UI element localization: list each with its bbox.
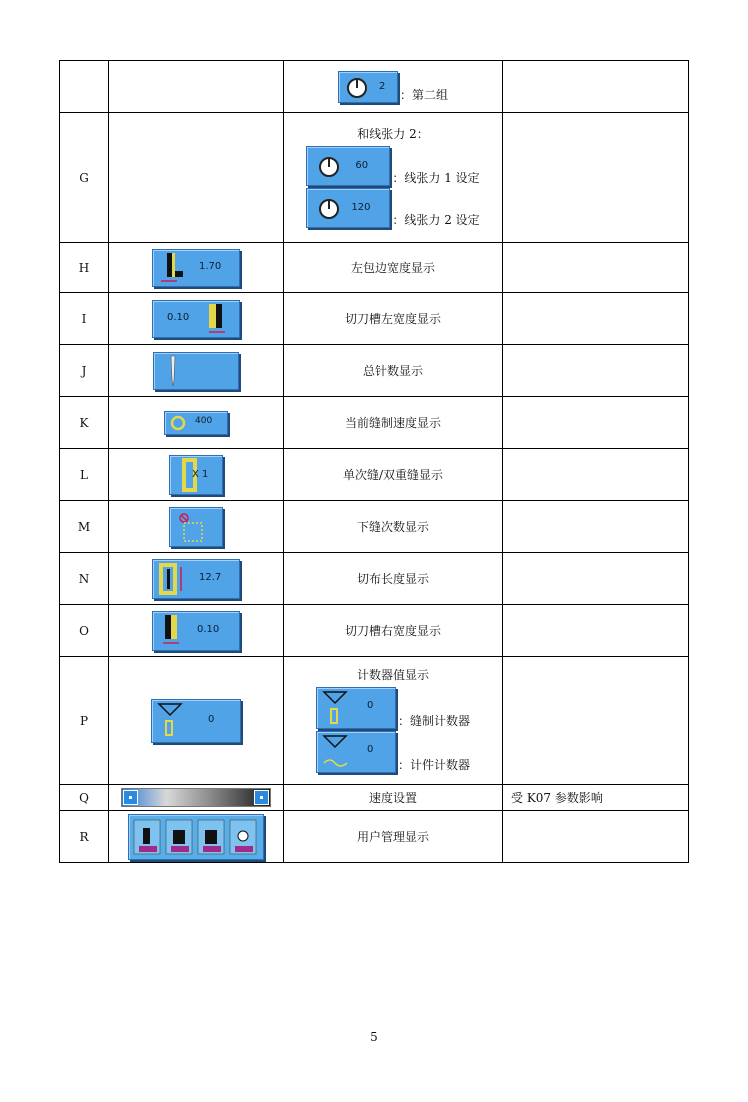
current-speed-button[interactable] [164,411,228,435]
icon-cell [109,449,284,501]
dial-icon [319,157,339,177]
left-edge-width-button[interactable] [152,249,240,287]
table-row [60,501,689,553]
note-cell [503,345,689,397]
icon-cell [109,553,284,605]
desc-text: ：第二组 [399,87,449,102]
table-row [60,345,689,397]
desc-text: 切刀槽右宽度显示 [284,605,503,657]
table-row [60,657,689,785]
table-row [60,605,689,657]
table-row [60,449,689,501]
button-value: 60 [355,160,369,171]
table-row [60,811,689,863]
note-cell [503,113,689,243]
speed-decrease-button[interactable] [123,790,138,805]
tension-group-button[interactable] [338,71,398,103]
user-tools-icon [131,816,261,858]
button-value: 400 [195,415,213,426]
tension1-button[interactable] [306,146,390,186]
knife-slot-icon [203,302,233,336]
single-double-stitch-button[interactable] [169,455,223,495]
button-value: 2 [378,80,386,92]
desc-cell [284,61,503,113]
icon-cell [109,397,284,449]
counter-icon [321,689,351,727]
dial-icon [319,199,339,219]
row-code: M [60,501,109,553]
table-row [60,293,689,345]
note-cell [503,449,689,501]
desc-text: 总针数显示 [284,345,503,397]
row-code [60,61,109,113]
button-value: 0 [366,700,374,711]
knife-left-width-button[interactable] [152,300,240,338]
row-code: R [60,811,109,863]
desc-text: 单次缝/双重缝显示 [284,449,503,501]
desc-title: 和线张力 2： [357,127,429,141]
table-row [60,61,689,113]
sewing-counter-button[interactable] [316,687,396,729]
edge-width-icon [157,251,187,285]
icon-cell [109,113,284,243]
button-value: X 1 [192,468,209,480]
note-cell [503,243,689,293]
row-code: G [60,113,109,243]
desc-cell: 计数器值显示 0 ：缝制计数器 0 ：计件计数器 [284,657,503,785]
icon-cell [109,785,284,811]
row-code: H [60,243,109,293]
table-row [60,397,689,449]
speed-slider[interactable] [121,788,271,807]
note-cell [503,293,689,345]
icon-cell [109,61,284,113]
counter-icon [156,701,186,741]
desc-text: 线张力 2 设定 [404,213,480,227]
table-row [60,785,689,811]
piece-counter-button[interactable] [316,731,396,773]
button-value: 0.10 [197,623,220,635]
desc-cell: 和线张力 2： 60 ：线张力 1 设定 120 ：线张力 2 设定 [284,113,503,243]
button-value: 12.7 [199,571,222,583]
knife-right-width-button[interactable] [152,611,240,651]
rotate-icon [168,413,188,433]
cut-length-icon [157,561,187,597]
desc-text: 切布长度显示 [284,553,503,605]
row-code: J [60,345,109,397]
speed-increase-button[interactable] [254,790,269,805]
icon-cell [109,243,284,293]
button-value: 120 [351,202,371,213]
desc-text: 缝制计数器 [410,714,471,728]
note-cell [503,61,689,113]
user-management-panel[interactable] [128,814,264,860]
dial-icon [347,78,367,98]
note-cell [503,657,689,785]
needle-icon [166,354,180,388]
row-code: P [60,657,109,785]
button-value: 0.10 [167,311,190,323]
desc-title: 计数器值显示 [356,668,429,682]
page-number: 5 [370,1030,378,1044]
knife-slot-icon [157,613,187,649]
icon-cell [109,605,284,657]
icon-cell [109,811,284,863]
piece-counter-icon [321,733,351,771]
icon-cell [109,293,284,345]
desc-text: 左包边宽度显示 [284,243,503,293]
desc-text: 计件计数器 [410,758,471,772]
note-cell [503,605,689,657]
total-stitch-button[interactable] [153,352,239,390]
icon-cell [109,501,284,553]
note-cell [503,397,689,449]
row-code: O [60,605,109,657]
table-row [60,113,689,243]
counter-button[interactable] [151,699,241,743]
row-code: K [60,397,109,449]
note-cell [503,553,689,605]
row-code: L [60,449,109,501]
row-code: I [60,293,109,345]
lower-stitch-count-button[interactable] [169,507,223,547]
icon-cell [109,345,284,397]
desc-text: 当前缝制速度显示 [284,397,503,449]
desc-text: 下缝次数显示 [284,501,503,553]
desc-text: 速度设置 [284,785,503,811]
row-code: N [60,553,109,605]
desc-text: 切刀槽左宽度显示 [284,293,503,345]
row-code: Q [60,785,109,811]
note-cell: 受 K07 参数影响 [503,785,689,811]
note-cell [503,501,689,553]
note-cell [503,811,689,863]
cut-length-button[interactable] [152,559,240,599]
spec-table [59,60,689,863]
desc-text: 线张力 1 设定 [404,171,480,185]
no-stitch-icon [176,509,212,545]
button-value: 0 [366,744,374,755]
table-row [60,553,689,605]
button-value: 1.70 [199,260,222,272]
tension2-button[interactable] [306,188,390,228]
icon-cell [109,657,284,785]
desc-text: 用户管理显示 [284,811,503,863]
table-row [60,243,689,293]
button-value: 0 [208,713,215,725]
